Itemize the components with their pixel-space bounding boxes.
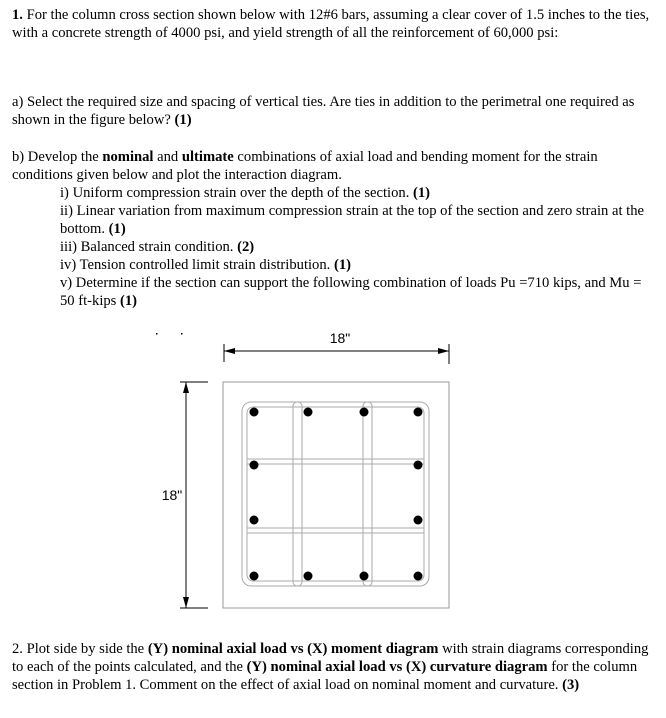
width-dimension — [224, 330, 449, 364]
problem-2-statement — [12, 640, 652, 694]
problem-2-curvature-diagram: (Y) nominal axial load vs (X) curvature diagram — [246, 659, 548, 675]
problem-1-intro: For the column cross section shown below with 12#6 bars, assuming a clear cover of 1.5 inches to the ties, with a concrete strength of 4000 psi, and yield strength of all the reinforcement of 60,000 psi: — [12, 7, 650, 41]
rebar — [360, 408, 369, 417]
part-a-text: a) Select the required size and spacing of vertical ties. Are ties in addition to the perimetral one required as shown in the figure below? — [12, 94, 635, 128]
width-label: 18" — [329, 330, 351, 346]
rebar — [304, 572, 313, 581]
part-a-marks: (1) — [174, 112, 192, 128]
part-b-nominal: nominal — [102, 149, 154, 165]
rebar — [360, 572, 369, 581]
item-ii-marks: (1) — [108, 221, 126, 237]
item-ii-text: ii) Linear variation from maximum compression strain at the top of the section and zero strain at the bottom. — [60, 203, 644, 237]
rebar — [414, 516, 423, 525]
item-v-text: v) Determine if the section can support the following combination of loads Pu =710 kips, and Mu = 50 ft-kips — [60, 275, 642, 309]
part-b-ultimate: ultimate — [181, 149, 234, 165]
rebar — [414, 572, 423, 581]
item-iv-marks: (1) — [333, 257, 351, 273]
part-b-text-3: combinations of axial load and bending moment for the strain conditions given below and plot the interaction diagram. — [12, 149, 598, 183]
rebar — [414, 408, 423, 417]
item-v-marks: (1) — [120, 293, 138, 309]
rebar — [250, 408, 259, 417]
inner-tie-left — [293, 402, 302, 586]
rebar — [304, 408, 313, 417]
rebar — [250, 516, 259, 525]
rebar-group — [250, 408, 423, 581]
problem-2-marks: (3) — [562, 677, 580, 693]
speck — [156, 333, 158, 335]
part-b-text-1: b) Develop the — [12, 149, 99, 165]
height-dimension — [162, 382, 208, 608]
problem-2-text-1: 2. Plot side by side the — [12, 641, 145, 657]
perimeter-tie-inner — [247, 407, 424, 581]
item-iii-marks: (2) — [237, 239, 255, 255]
rebar — [414, 461, 423, 470]
inner-tie-right — [363, 402, 372, 586]
speck — [181, 333, 183, 335]
cross-ties — [247, 459, 424, 533]
item-iv-text: iv) Tension controlled limit strain distribution. — [60, 257, 331, 273]
part-b-text-2: and — [157, 149, 179, 165]
rebar — [250, 572, 259, 581]
problem-2-moment-diagram: (Y) nominal axial load vs (X) moment diagram — [147, 641, 439, 657]
problem-1-number: 1. — [12, 7, 23, 23]
item-i-text: i) Uniform compression strain over the depth of the section. — [60, 185, 410, 201]
perimeter-tie-outer — [242, 402, 429, 586]
problem-2-text-2: with strain diagrams corresponding to each of the points calculated, and the — [12, 641, 649, 675]
problem-2-text-3: for the column section in Problem 1. Comment on the effect of axial load on nominal moment and curvature. — [12, 659, 638, 693]
item-i-marks: (1) — [413, 185, 431, 201]
height-label: 18" — [161, 487, 183, 503]
item-iii-text: iii) Balanced strain condition. — [60, 239, 234, 255]
rebar — [250, 461, 259, 470]
